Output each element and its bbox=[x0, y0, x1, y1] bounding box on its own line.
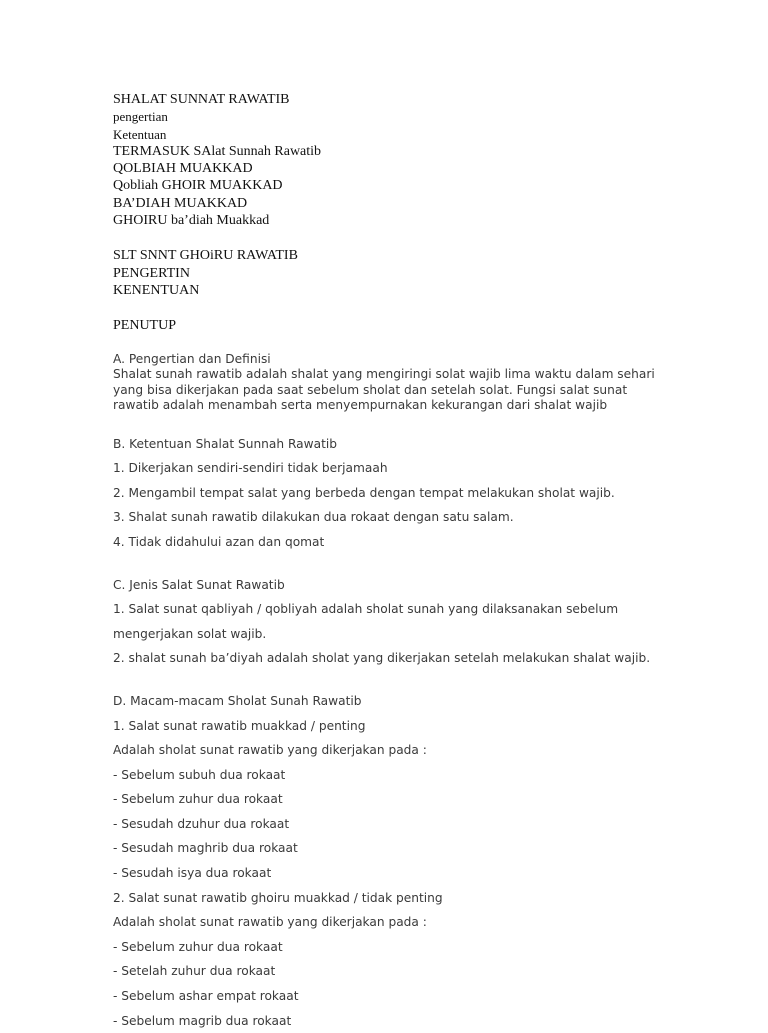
list-item: 1. Salat sunat rawatib muakkad / penting bbox=[113, 718, 366, 733]
section-heading: A. Pengertian dan Definisi bbox=[113, 351, 271, 366]
list-item: 4. Tidak didahului azan dan qomat bbox=[113, 534, 325, 549]
outline-line: QOLBIAH MUAKKAD bbox=[113, 161, 253, 177]
list-item: - Sesudah dzuhur dua rokaat bbox=[113, 816, 290, 831]
list-item: - Sesudah isya dua rokaat bbox=[113, 866, 272, 881]
list-item: Adalah sholat sunat rawatib yang dikerjakan pada : bbox=[113, 915, 427, 930]
section-c bbox=[113, 573, 673, 671]
outline-line: KENENTUAN bbox=[113, 282, 200, 298]
list-item: - Sebelum magrib dua rokaat bbox=[113, 1013, 292, 1028]
outline-title: SHALAT SUNNAT RAWATIB bbox=[113, 92, 290, 107]
paragraph-line: yang bisa dikerjakan pada saat sebelum sholat dan setelah solat. Fungsi salat sunat bbox=[113, 382, 628, 397]
list-item: 1. Salat sunat qabliyah / qobliyah adalah sholat sunah yang dilaksanakan sebelum bbox=[113, 602, 619, 617]
list-item: - Setelah zuhur dua rokaat bbox=[113, 964, 276, 979]
list-item: 2. Salat sunat rawatib ghoiru muakkad / tidak penting bbox=[113, 890, 443, 905]
list-item: - Sebelum zuhur dua rokaat bbox=[113, 792, 283, 807]
list-item: - Sesudah maghrib dua rokaat bbox=[113, 841, 298, 856]
outline-line: Ketentuan bbox=[113, 126, 167, 142]
outline-line: PENUTUP bbox=[113, 318, 177, 334]
section-heading: C. Jenis Salat Sunat Rawatib bbox=[113, 577, 285, 592]
outline-line: BA’DIAH MUAKKAD bbox=[113, 195, 248, 211]
spacer bbox=[113, 229, 673, 247]
list-item: mengerjakan solat wajib. bbox=[113, 626, 267, 641]
outline-line: pengertian bbox=[113, 109, 168, 125]
outline-line: GHOIRU ba’diah Muakkad bbox=[113, 213, 270, 229]
section-b bbox=[113, 432, 673, 555]
section-a bbox=[113, 352, 673, 414]
section-d bbox=[113, 689, 673, 1033]
list-item: 2. shalat sunah ba’diyah adalah sholat yang dikerjakan setelah melakukan shalat wajib. bbox=[113, 651, 651, 666]
spacer bbox=[113, 299, 673, 317]
outline-line: SLT SNNT GHOiRU RAWATIB bbox=[113, 248, 298, 264]
paragraph-line: rawatib adalah menambah serta menyempurnakan kekurangan dari shalat wajib bbox=[113, 398, 608, 413]
section-heading: B. Ketentuan Shalat Sunnah Rawatib bbox=[113, 436, 337, 451]
list-item: - Sebelum subuh dua rokaat bbox=[113, 767, 286, 782]
list-item: - Sebelum ashar empat rokaat bbox=[113, 989, 299, 1004]
outline bbox=[113, 91, 673, 335]
outline-line: TERMASUK SAlat Sunnah Rawatib bbox=[113, 143, 322, 159]
list-item: - Sebelum zuhur dua rokaat bbox=[113, 939, 283, 954]
section-heading: D. Macam-macam Sholat Sunah Rawatib bbox=[113, 693, 362, 708]
list-item: 2. Mengambil tempat salat yang berbeda dengan tempat melakukan sholat wajib. bbox=[113, 485, 615, 500]
list-item: 1. Dikerjakan sendiri-sendiri tidak berjamaah bbox=[113, 461, 388, 476]
document-body bbox=[113, 91, 673, 1033]
outline-line: PENGERTIN bbox=[113, 265, 190, 281]
list-item: 3. Shalat sunah rawatib dilakukan dua rokaat dengan satu salam. bbox=[113, 510, 514, 525]
outline-line: Qobliah GHOIR MUAKKAD bbox=[113, 178, 283, 194]
paragraph-line: Shalat sunah rawatib adalah shalat yang mengiringi solat wajib lima waktu dalam sehari bbox=[113, 367, 655, 382]
list-item: Adalah sholat sunat rawatib yang dikerjakan pada : bbox=[113, 743, 427, 758]
